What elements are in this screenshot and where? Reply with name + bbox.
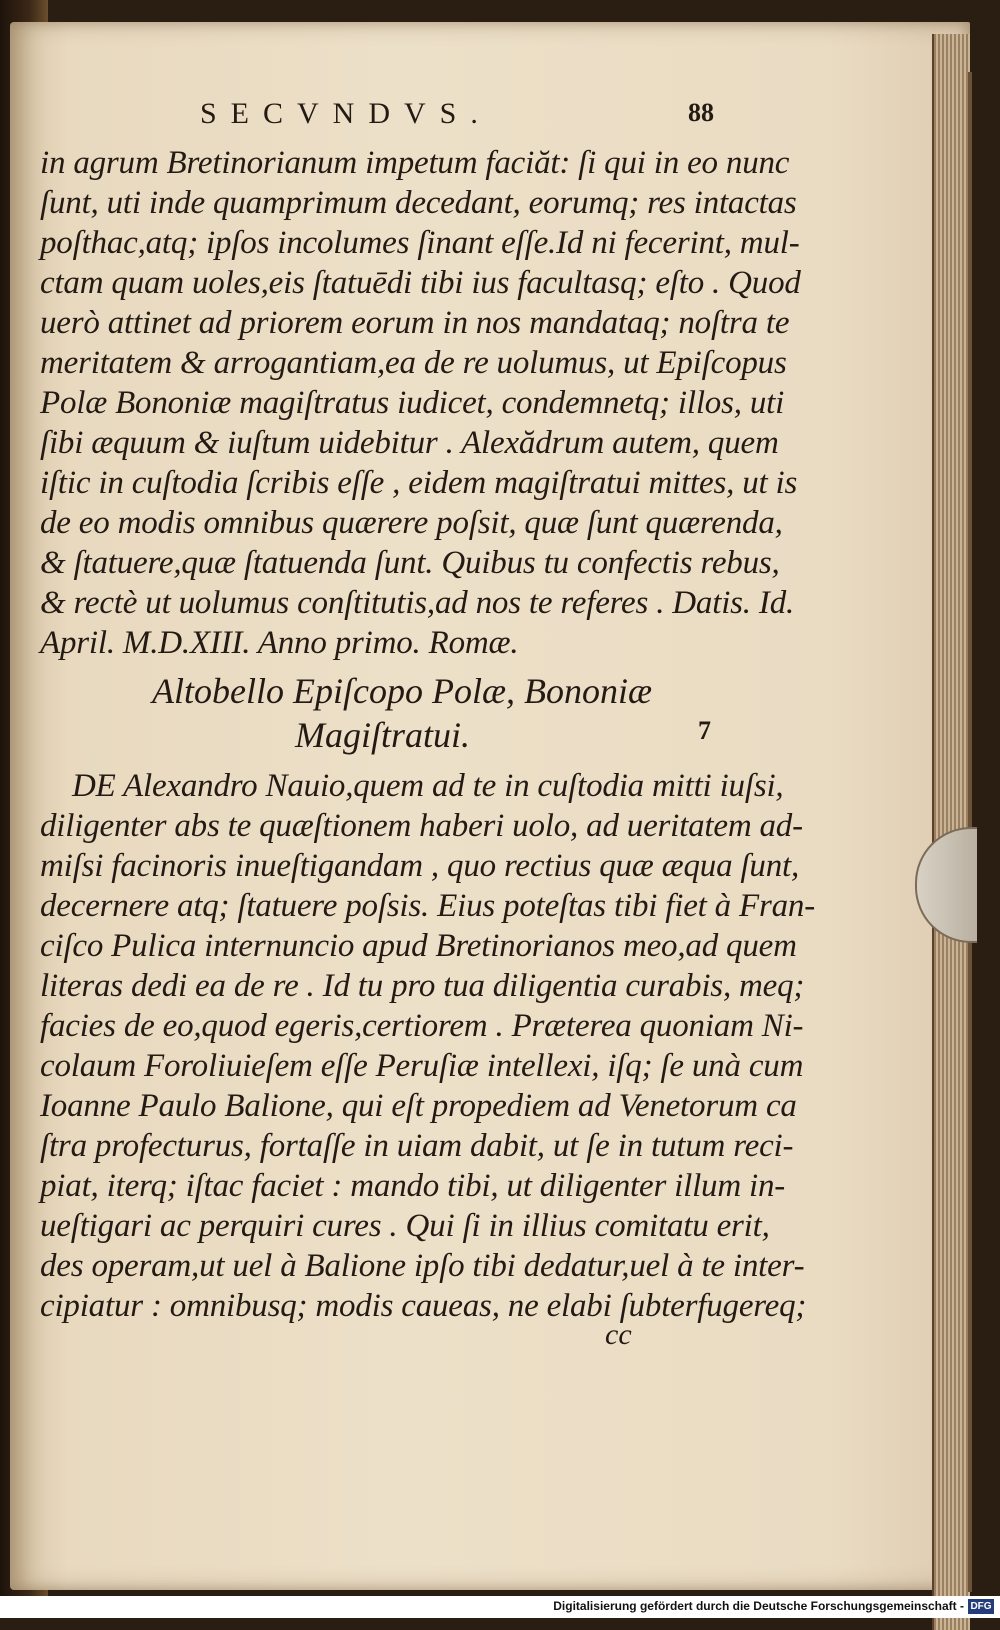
text-line: diligenter abs te quæſtionem haberi uolo, ad ueritatem ad- xyxy=(40,808,803,844)
bookmark-slip xyxy=(915,827,977,943)
running-title: SECVNDVS. xyxy=(200,97,492,130)
text-line: Polæ Bononiæ magiſtratus iudicet, condemnetq; illos, uti xyxy=(40,385,785,421)
text-line: colaum Foroliuieſem eſſe Peruſiæ intellexi, iſq; ſe unà cum xyxy=(40,1048,804,1084)
footer-bar xyxy=(0,1596,1000,1618)
text-line: & ſtatuere,quæ ſtatuenda ſunt. Quibus tu confectis rebus, xyxy=(40,545,780,581)
text-line: cipiatur : omnibusq; modis caueas, ne elabi ſubterfugereq; xyxy=(40,1288,807,1324)
text-line: ſtra profecturus, fortaſſe in uiam dabit, ut ſe in tutum reci- xyxy=(40,1128,794,1164)
letter-title-line-2: Magiſtratui. xyxy=(295,715,471,755)
date-line: April. M.D.XIII. Anno primo. Romæ. xyxy=(40,625,519,661)
text-line: decernere atq; ſtatuere poſsis. Eius poteſtas tibi fiet à Fran- xyxy=(40,888,816,924)
letter-number: 7 xyxy=(698,716,711,745)
text-line: piat, iterq; iſtac faciet : mando tibi, ut diligenter illum in- xyxy=(40,1168,786,1204)
text-line: Ioanne Paulo Balione, qui eſt propediem ad Venetorum ca xyxy=(40,1088,797,1124)
text-line: ciſco Pulica internuncio apud Bretinorianos meo,ad quem xyxy=(40,928,797,964)
text-line: poſthac,atq; ipſos incolumes ſinant eſſe.Id ni fecerint, mul- xyxy=(40,225,800,261)
text-line: iſtic in cuſtodia ſcribis eſſe , eidem magiſtratui mittes, ut is xyxy=(40,465,798,501)
text-line: DE Alexandro Nauio,quem ad te in cuſtodia mitti iuſsi, xyxy=(72,768,784,804)
folio-number: 88 xyxy=(688,98,714,127)
text-line: meritatem & arrogantiam,ea de re uolumus, ut Epiſcopus xyxy=(40,345,787,381)
text-line: de eo modis omnibus quærere poſsit, quæ ſunt quærenda, xyxy=(40,505,783,541)
signature-mark: cc xyxy=(605,1318,632,1351)
text-line: facies de eo,quod egeris,certiorem . Præterea quoniam Ni- xyxy=(40,1008,804,1044)
text-line: uerò attinet ad priorem eorum in nos mandataq; noſtra te xyxy=(40,305,790,341)
letter-title-line-1: Altobello Epiſcopo Polæ, Bononiæ xyxy=(152,671,652,711)
text-line: & rectè ut uolumus conſtitutis,ad nos te referes . Datis. Id. xyxy=(40,585,795,621)
text-line: ctam quam uoles,eis ſtatuēdi tibi ius facultasq; eſto . Quod xyxy=(40,265,801,301)
text-line: ſunt, uti inde quamprimum decedant, eorumq; res intactas xyxy=(40,185,797,221)
funding-notice: Digitalisierung gefördert durch die Deutsche Forschungsgemeinschaft - xyxy=(553,1599,964,1613)
text-line: literas dedi ea de re . Id tu pro tua diligentia curabis, meq; xyxy=(40,968,805,1004)
text-line: in agrum Bretinorianum impetum faciăt: ſi qui in eo nunc xyxy=(40,145,790,181)
text-line: des operam,ut uel à Balione ipſo tibi dedatur,uel à te inter- xyxy=(40,1248,805,1284)
text-line: miſsi facinoris inueſtigandam , quo rectius quæ æqua ſunt, xyxy=(40,848,800,884)
dfg-logo: DFG xyxy=(968,1599,994,1614)
text-line: ſibi æquum & iuſtum uidebitur . Alexădrum autem, quem xyxy=(40,425,779,461)
text-line: ueſtigari ac perquiri cures . Qui ſi in illius comitatu erit, xyxy=(40,1208,770,1244)
